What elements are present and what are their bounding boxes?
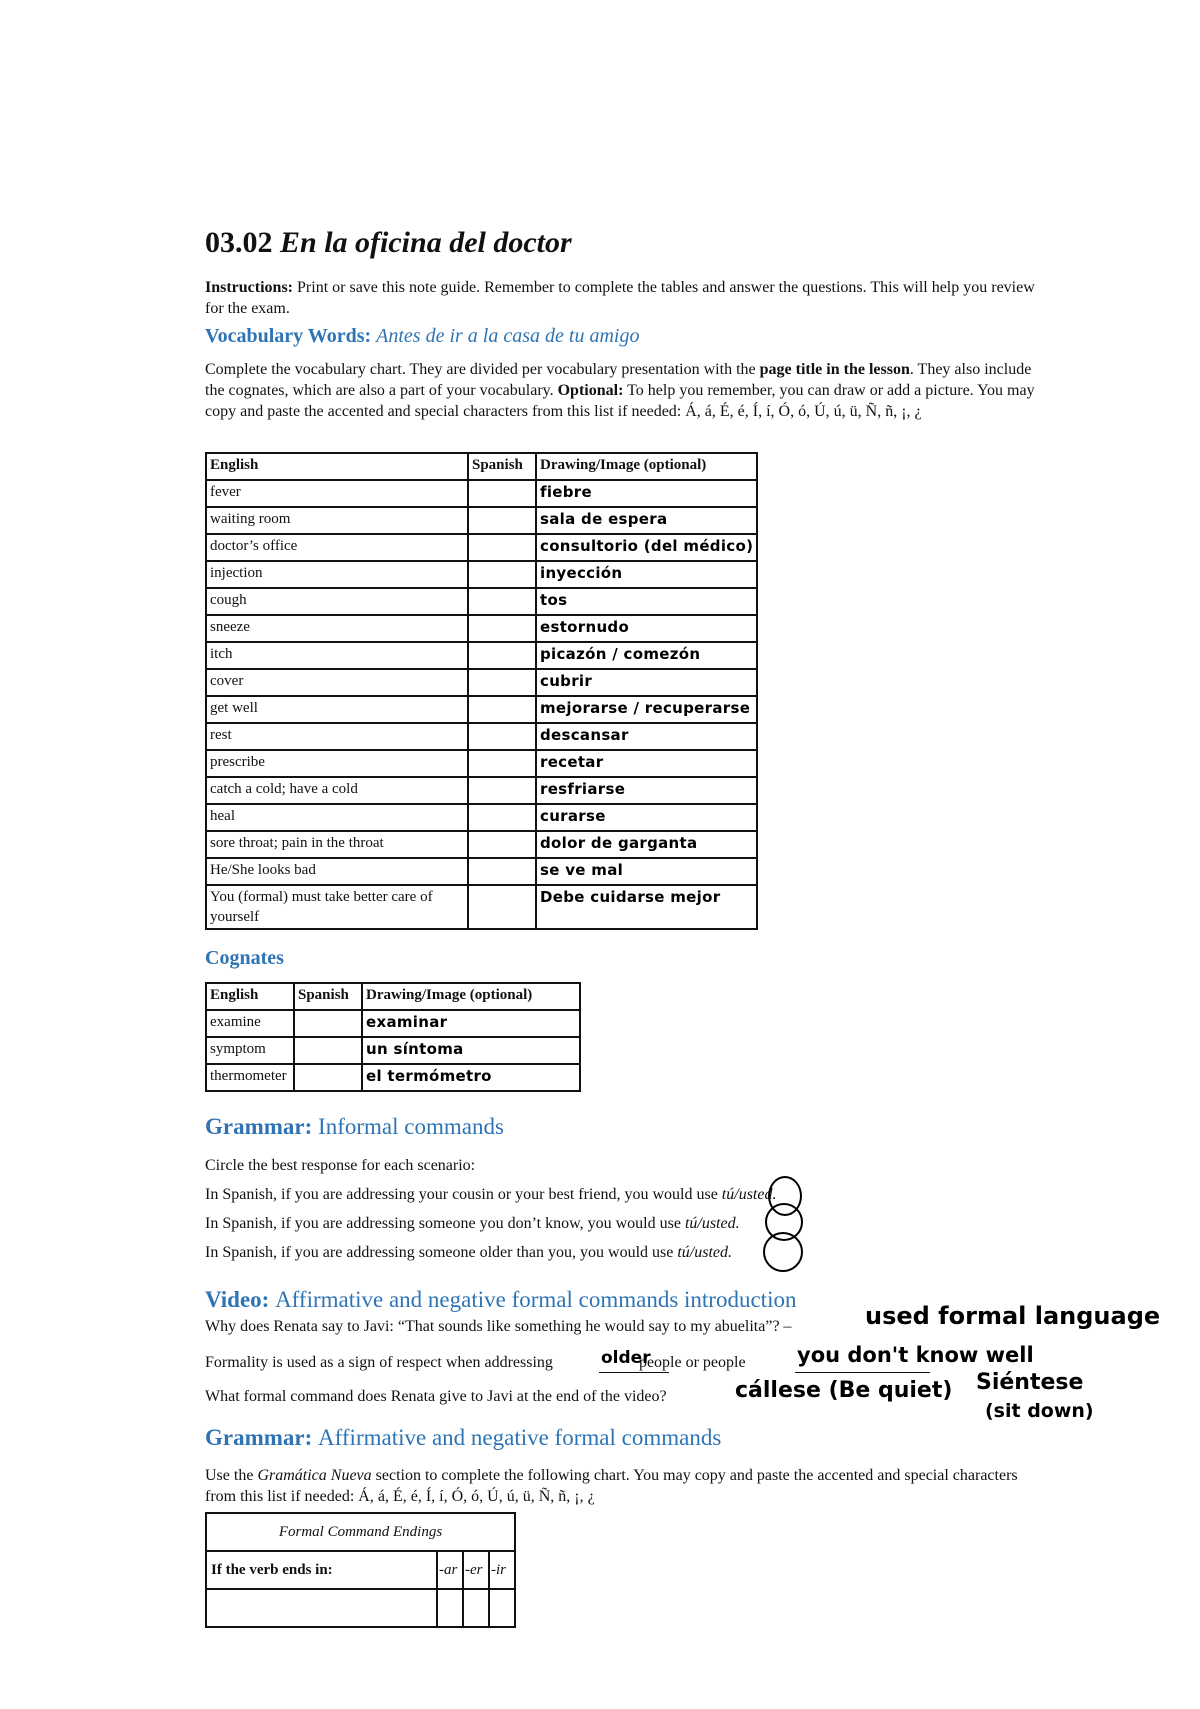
table-row [206,750,757,777]
spanish-cell[interactable] [468,858,536,885]
scenario-2-text: In Spanish, if you are addressing someone you don’t know, you would use [205,1215,681,1232]
table-row [206,561,757,588]
table-row [206,831,757,858]
grammar2-intro-2: section to complete the following chart. You may copy and paste the accented and special characters from this list if needed: Á, á, É, é, Í, í, Ó, ó, Ú, ú, ü, Ñ, ñ, ¡, ¿ [205,1467,1018,1505]
ending-er: -er [463,1551,489,1589]
col-drawing: Drawing/Image (optional) [536,453,757,480]
spanish-cell[interactable] [468,696,536,723]
spanish-cell[interactable] [468,615,536,642]
english-cell: itch [206,642,468,669]
handwritten-answer: recetar [540,753,604,771]
vocab-intro-1: Complete the vocabulary chart. They are divided per vocabulary presentation with the [205,361,756,378]
english-cell: sneeze [206,615,468,642]
handwritten-answer: un síntoma [366,1040,464,1058]
table-row [206,615,757,642]
verb-ending-label: If the verb ends in: [206,1551,437,1589]
english-cell: thermometer [206,1064,294,1091]
video-q2-part-b: people or people [638,1354,746,1371]
english-cell: doctor’s office [206,534,468,561]
english-cell: You (formal) must take better care of yourself [206,885,468,929]
spanish-cell[interactable] [468,750,536,777]
video-blank-2[interactable]: you don't know well [797,1343,1034,1367]
table-row [206,723,757,750]
spanish-cell[interactable] [468,534,536,561]
circle-mark-3 [763,1232,803,1272]
drawing-cell[interactable] [362,1064,580,1091]
spanish-cell[interactable] [468,669,536,696]
table-row [206,588,757,615]
circle-prompt: Circle the best response for each scenario: [205,1157,476,1174]
video-question-3: What formal command does Renata give to Javi at the end of the video? [205,1388,667,1405]
spanish-cell[interactable] [468,804,536,831]
grammar-topic: Affirmative and negative formal commands [318,1425,722,1450]
lesson-number: 03.02 [205,226,273,259]
grammar-label: Grammar: [205,1114,313,1139]
blank-cell[interactable] [206,1589,437,1627]
handwritten-answer: tos [540,591,568,609]
grammar2-intro-1: Use the [205,1467,254,1484]
vocab-intro-2: . They also include the cognates, which are also a part of your vocabulary. [205,361,1032,399]
handwritten-answer: cubrir [540,672,593,690]
video-label: Video: [205,1287,270,1312]
cognates-table [205,982,581,1092]
spanish-cell[interactable] [468,480,536,507]
english-cell: get well [206,696,468,723]
spanish-cell[interactable] [468,588,536,615]
formal-table-title-row [206,1513,515,1551]
instructions-text: Print or save this note guide. Remember to complete the tables and answer the questions. This will help you review for the exam. [205,279,1035,317]
table-row [206,507,757,534]
table-row [206,696,757,723]
grammar-topic: Informal commands [318,1114,504,1139]
optional-label: Optional: [557,382,624,399]
blank-line-2 [795,1372,930,1373]
ending-ar: -ar [437,1551,463,1589]
scenario-1-options[interactable]: tú/usted. [721,1186,777,1203]
spanish-cell[interactable] [294,1010,362,1037]
drawing-cell[interactable] [362,1010,580,1037]
formal-table-title: Formal Command Endings [206,1513,515,1551]
handwritten-answer: fiebre [540,483,592,501]
english-cell: cover [206,669,468,696]
video-answer-3c[interactable]: (sit down) [985,1400,1094,1422]
ending-ir: -ir [489,1551,515,1589]
video-blank-1[interactable]: older [601,1348,651,1368]
handwritten-answer: mejorarse / recuperarse [540,699,751,717]
drawing-cell[interactable] [536,804,757,831]
blank-cell[interactable] [463,1589,489,1627]
handwritten-answer: curarse [540,807,606,825]
english-cell: rest [206,723,468,750]
drawing-cell[interactable] [536,615,757,642]
scenario-3-text: In Spanish, if you are addressing someone older than you, you would use [205,1244,674,1261]
scenario-2 [205,1213,1050,1234]
spanish-cell[interactable] [468,831,536,858]
drawing-cell[interactable] [536,723,757,750]
cognates-heading: Cognates [205,947,284,969]
table-row [206,480,757,507]
video-answer-1[interactable]: used formal language [865,1302,1161,1330]
video-answer-3b[interactable]: Siéntese [976,1370,1084,1395]
vocab-body [206,480,757,929]
handwritten-answer: inyección [540,564,623,582]
col-english: English [206,453,468,480]
drawing-cell[interactable] [536,696,757,723]
vocab-heading [205,325,639,348]
handwritten-answer: consultorio (del médico) [540,537,754,555]
col-english: English [206,983,294,1010]
spanish-cell[interactable] [468,885,536,929]
instructions [205,277,1050,319]
handwritten-answer: Debe cuidarse mejor [540,888,721,906]
table-row [206,1010,580,1037]
english-cell: symptom [206,1037,294,1064]
col-spanish: Spanish [294,983,362,1010]
video-q2-part-a: Formality is used as a sign of respect when addressing [205,1354,553,1371]
handwritten-answer: resfriarse [540,780,626,798]
handwritten-answer: sala de espera [540,510,668,528]
scenario-3 [205,1242,1050,1263]
drawing-cell[interactable] [536,534,757,561]
scenario-1-text: In Spanish, if you are addressing your cousin or your best friend, you would use [205,1186,718,1203]
vocab-heading-label: Vocabulary Words: [205,325,372,347]
col-spanish: Spanish [468,453,536,480]
english-cell: examine [206,1010,294,1037]
spanish-cell[interactable] [468,723,536,750]
drawing-cell[interactable] [536,642,757,669]
drawing-cell[interactable] [536,885,757,929]
drawing-cell[interactable] [536,561,757,588]
table-row [206,1037,580,1064]
video-question-1: Why does Renata say to Javi: “That sounds like something he would say to my abuelita”? – [205,1318,792,1335]
cognates-body [206,1010,580,1091]
table-row [206,642,757,669]
blank-cell[interactable] [437,1589,463,1627]
vocab-intro-3: To help you remember, you can draw or add a picture. You may copy and paste the accented and special characters from this list if needed: Á, á, É, é, Í, í, Ó, ó, Ú, ú, ü, Ñ, ñ, ¡, ¿ [205,382,1035,420]
drawing-cell[interactable] [536,858,757,885]
spanish-cell[interactable] [294,1064,362,1091]
table-row [206,669,757,696]
table-row [206,1064,580,1091]
english-cell: heal [206,804,468,831]
table-row [206,534,757,561]
spanish-cell[interactable] [468,507,536,534]
table-row [206,885,757,929]
video-heading [205,1287,796,1313]
english-cell: injection [206,561,468,588]
table-row [206,777,757,804]
drawing-cell[interactable] [536,669,757,696]
grammar-informal-heading [205,1114,504,1140]
table-row [206,858,757,885]
handwritten-answer: dolor de garganta [540,834,698,852]
formal-command-table [205,1512,516,1628]
vocab-intro-bold: page title in the lesson [759,361,910,378]
handwritten-answer: el termómetro [366,1067,492,1085]
formal-table-endings-row [206,1551,515,1589]
drawing-cell[interactable] [536,831,757,858]
drawing-cell[interactable] [536,777,757,804]
english-cell: sore throat; pain in the throat [206,831,468,858]
spanish-cell[interactable] [468,561,536,588]
handwritten-answer: picazón / comezón [540,645,701,663]
handwritten-answer: descansar [540,726,629,744]
drawing-cell[interactable] [536,507,757,534]
handwritten-answer: examinar [366,1013,448,1031]
english-cell: fever [206,480,468,507]
english-cell: prescribe [206,750,468,777]
spanish-cell[interactable] [294,1037,362,1064]
spanish-cell[interactable] [468,777,536,804]
scenario-3-options[interactable]: tú/usted. [677,1244,733,1261]
table-row [206,804,757,831]
handwritten-answer: se ve mal [540,861,624,879]
grammar2-intro-italic: Gramática Nueva [257,1467,372,1484]
english-cell: He/She looks bad [206,858,468,885]
drawing-cell[interactable] [536,588,757,615]
blank-line-1 [599,1372,669,1373]
vocab-intro [205,359,1050,422]
scenario-2-options[interactable]: tú/usted. [684,1215,740,1232]
vocab-heading-subtitle: Antes de ir a la casa de tu amigo [376,325,640,347]
english-cell: cough [206,588,468,615]
instructions-label: Instructions: [205,279,294,296]
grammar2-intro [205,1465,1050,1507]
scenario-1 [205,1184,1050,1205]
vocab-table [205,452,758,930]
vocab-header-row [206,453,757,480]
drawing-cell[interactable] [536,750,757,777]
blank-cell[interactable] [489,1589,515,1627]
video-answer-3[interactable]: cállese (Be quiet) [735,1378,953,1403]
grammar-formal-heading [205,1425,721,1451]
formal-table-blank-row [206,1589,515,1627]
drawing-cell[interactable] [362,1037,580,1064]
handwritten-answer: estornudo [540,618,630,636]
english-cell: catch a cold; have a cold [206,777,468,804]
lesson-title: En la oficina del doctor [280,226,572,259]
video-topic: Affirmative and negative formal commands introduction [275,1287,797,1312]
english-cell: waiting room [206,507,468,534]
grammar-label: Grammar: [205,1425,313,1450]
page-title [205,226,572,260]
col-drawing: Drawing/Image (optional) [362,983,580,1010]
drawing-cell[interactable] [536,480,757,507]
spanish-cell[interactable] [468,642,536,669]
cognates-header-row [206,983,580,1010]
